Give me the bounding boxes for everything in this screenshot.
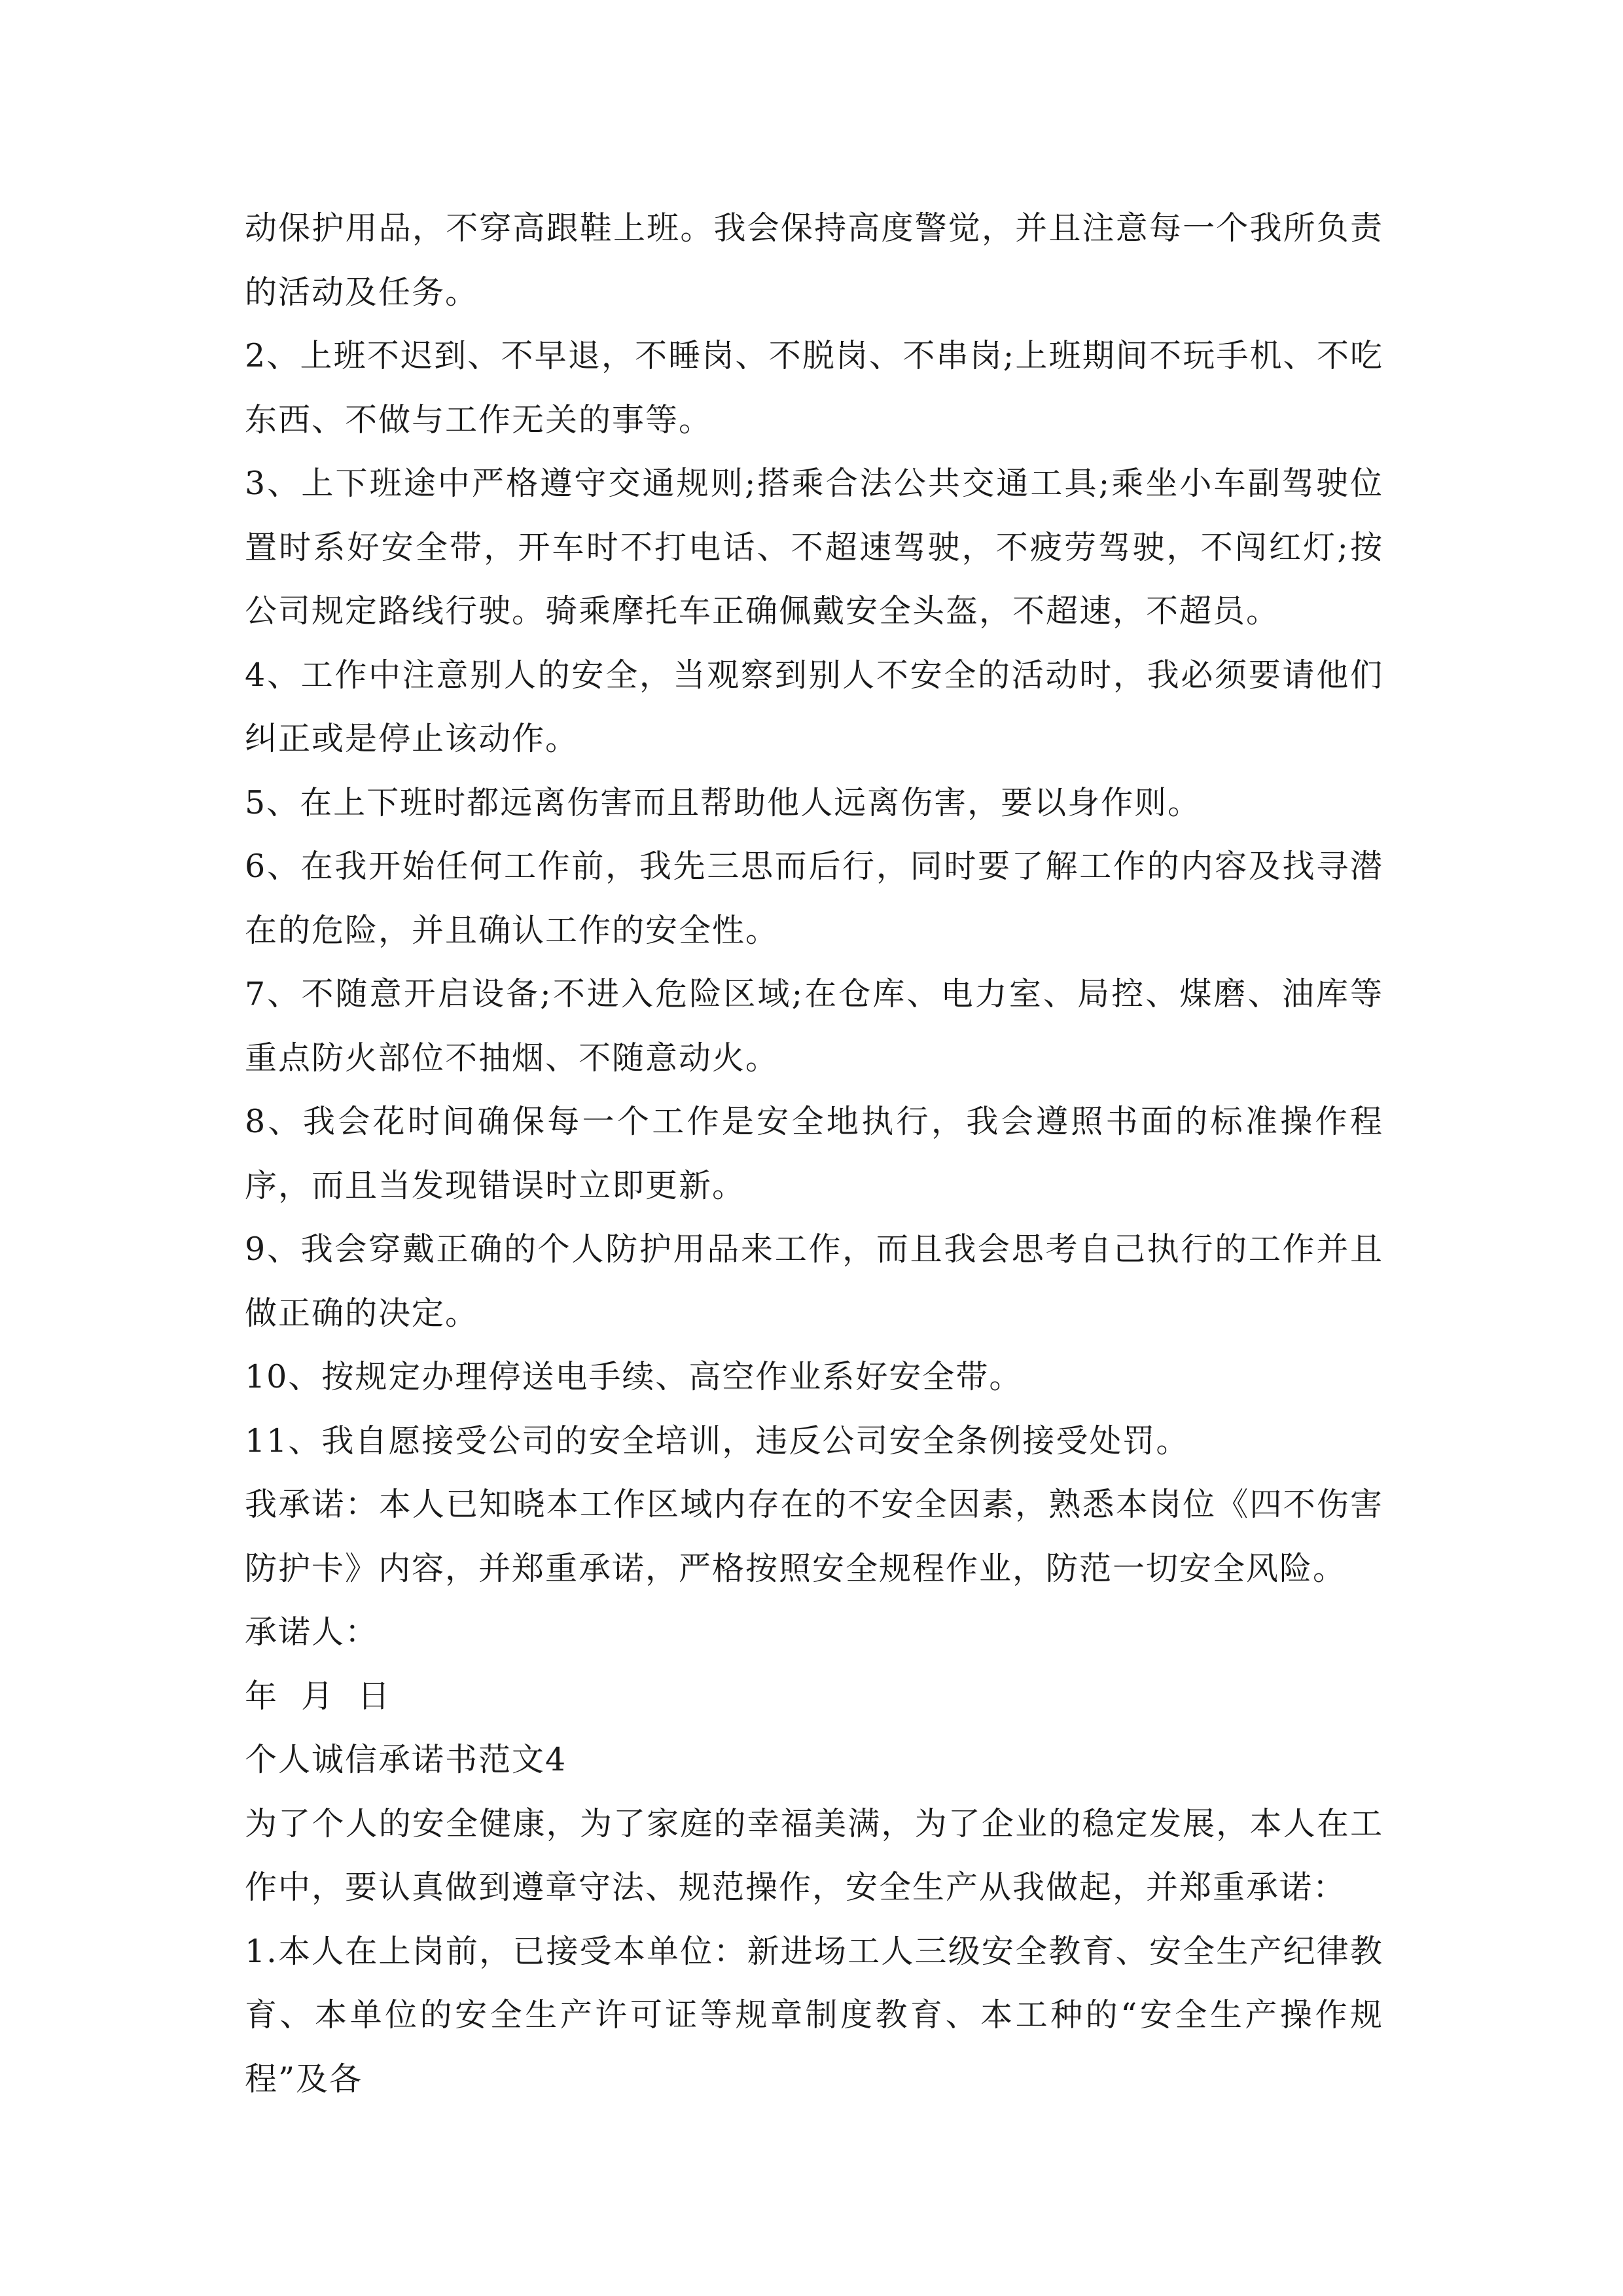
paragraph-item-1: 1.本人在上岗前，已接受本单位：新进场工人三级安全教育、安全生产纪律教育、本单位的安全生产许可证等规章制度教育、本工种的“安全生产操作规程”及各 <box>245 1932 1383 2098</box>
section-title: 个人诚信承诺书范文4 <box>245 1741 567 1778</box>
paragraph-item-11: 11、我自愿接受公司的安全培训，违反公司安全条例接受处罚。 <box>245 1422 1190 1460</box>
paragraph-item-7: 7、不随意开启设备;不进入危险区域;在仓库、电力室、局控、煤磨、油库等重点防火部位不抽烟、不随意动火。 <box>245 975 1383 1077</box>
date-line: 年 月 日 <box>245 1677 391 1715</box>
paragraph-continuation: 动保护用品，不穿高跟鞋上班。我会保持高度警觉，并且注意每一个我所负责的活动及任务。 <box>245 209 1383 311</box>
paragraph-item-10: 10、按规定办理停送电手续、高空作业系好安全带。 <box>245 1358 1023 1395</box>
paragraph-item-2: 2、上班不迟到、不早退，不睡岗、不脱岗、不串岗;上班期间不玩手机、不吃东西、不做与工作无关的事等。 <box>245 337 1383 439</box>
paragraph-item-8: 8、我会花时间确保每一个工作是安全地执行，我会遵照书面的标准操作程序，而且当发现错误时立即更新。 <box>245 1103 1383 1204</box>
paragraph-intro: 为了个人的安全健康，为了家庭的幸福美满，为了企业的稳定发展，本人在工作中，要认真做到遵章守法、规范操作，安全生产从我做起，并郑重承诺： <box>245 1804 1383 1906</box>
paragraph-item-4: 4、工作中注意别人的安全，当观察到别人不安全的活动时，我必须要请他们纠正或是停止该动作。 <box>245 656 1383 757</box>
paragraph-item-9: 9、我会穿戴正确的个人防护用品来工作，而且我会思考自己执行的工作并且做正确的决定。 <box>245 1230 1383 1332</box>
document-body <box>245 196 1383 2111</box>
paragraph-item-3: 3、上下班途中严格遵守交通规则;搭乘合法公共交通工具;乘坐小车副驾驶位置时系好安全带，开车时不打电话、不超速驾驶，不疲劳驾驶，不闯红灯;按公司规定路线行驶。骑乘摩托车正确佩戴安全头盔，不超速，不超员。 <box>245 465 1383 630</box>
paragraph-item-6: 6、在我开始任何工作前，我先三思而后行，同时要了解工作的内容及找寻潜在的危险，并且确认工作的安全性。 <box>245 848 1383 949</box>
paragraph-item-5: 5、在上下班时都远离伤害而且帮助他人远离伤害，要以身作则。 <box>245 783 1202 821</box>
signer-label: 承诺人： <box>245 1613 379 1651</box>
pledge-statement: 我承诺：本人已知晓本工作区域内存在的不安全因素，熟悉本岗位《四不伤害防护卡》内容，并郑重承诺，严格按照安全规程作业，防范一切安全风险。 <box>245 1486 1383 1587</box>
